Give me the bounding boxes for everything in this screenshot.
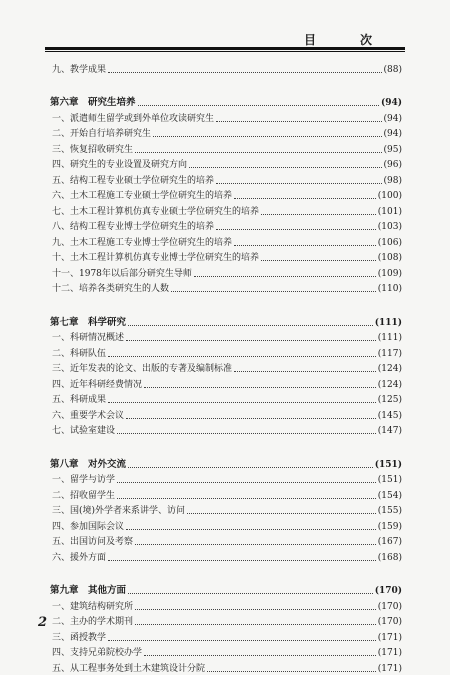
toc-entry-label: 二、主办的学术期刊	[52, 617, 134, 627]
toc-entry	[50, 344, 402, 360]
toc-entry-label: 二、开始自行培养研究生	[52, 129, 152, 139]
toc-entry-label: 五、出国访问及考察	[52, 537, 134, 547]
dot-leader	[207, 671, 376, 672]
toc-entry-page: (171)	[377, 632, 402, 643]
toc-entry-page: (111)	[377, 333, 402, 343]
table-of-contents	[50, 60, 402, 675]
dot-leader	[194, 276, 376, 277]
toc-entry-label: 一、科研情况概述	[52, 333, 125, 343]
toc-entry	[50, 109, 402, 125]
dot-leader	[126, 529, 376, 530]
toc-entry-label: 十二、培养各类研究生的人数	[52, 284, 170, 294]
toc-entry-label: 三、近年发表的论文、出版的专著及编制标准	[52, 364, 233, 374]
dot-leader	[144, 387, 376, 388]
toc-entry	[50, 187, 402, 203]
dot-leader	[261, 214, 376, 215]
toc-entry-label: 五、科研成果	[52, 395, 107, 405]
toc-entry-page: (171)	[377, 663, 402, 674]
toc-entry-page: (170)	[377, 617, 402, 627]
dot-leader	[216, 229, 376, 230]
toc-entry	[50, 249, 402, 265]
section-gap	[50, 564, 402, 582]
toc-entry	[50, 360, 402, 376]
toc-entry-label: 九、土木工程施工专业博士学位研究生的培养	[52, 237, 233, 248]
dot-leader	[135, 609, 376, 610]
toc-entry-label: 二、科研队伍	[52, 348, 107, 359]
toc-entry-page: (94)	[383, 129, 402, 139]
dot-leader	[261, 260, 376, 261]
toc-entry	[50, 548, 402, 564]
toc-entry	[50, 280, 402, 296]
dot-leader	[128, 467, 373, 468]
toc-entry	[50, 659, 402, 675]
toc-entry-label: 六、援外方面	[52, 552, 107, 563]
toc-entry-page: (109)	[377, 268, 402, 279]
dot-leader	[108, 356, 376, 357]
page-number: 2	[38, 615, 48, 630]
dot-leader	[138, 105, 379, 106]
chapter-heading	[50, 455, 402, 471]
toc-entry	[50, 486, 402, 502]
toc-entry-label: 一、留学与访学	[52, 475, 116, 485]
toc-entry-page: (110)	[377, 284, 402, 294]
chapter-heading	[50, 313, 402, 329]
toc-entry	[50, 597, 402, 613]
toc-entry-label: 四、支持兄弟院校办学	[52, 648, 143, 658]
dot-leader	[108, 560, 376, 561]
toc-entry-label: 三、恢复招收研究生	[52, 144, 134, 155]
toc-entry-label: 七、试验室建设	[52, 426, 116, 436]
chapter-heading-page: (151)	[374, 459, 402, 470]
dot-leader	[135, 624, 376, 625]
dot-leader	[234, 371, 376, 372]
toc-entry-page: (168)	[377, 552, 402, 563]
dot-leader	[117, 482, 376, 483]
toc-entry-page: (147)	[377, 426, 402, 436]
toc-entry-page: (124)	[377, 379, 402, 390]
toc-entry-page: (145)	[377, 410, 402, 421]
section-gap	[50, 76, 402, 94]
toc-entry-label: 三、国(境)外学者来系讲学、访问	[52, 506, 186, 516]
toc-entry	[50, 628, 402, 644]
toc-entry-page: (103)	[377, 222, 402, 232]
toc-entry-label: 二、招收留学生	[52, 490, 116, 501]
toc-entry	[50, 140, 402, 156]
dot-leader	[189, 167, 382, 168]
dot-leader	[128, 325, 373, 326]
toc-entry-label: 一、派遣师生留学或到外单位攻读研究生	[52, 113, 215, 124]
toc-entry-label: 九、教学成果	[52, 64, 107, 75]
dot-leader	[216, 183, 382, 184]
toc-entry	[50, 406, 402, 422]
toc-entry-page: (159)	[377, 521, 402, 532]
toc-entry	[50, 422, 402, 438]
toc-entry	[50, 533, 402, 549]
toc-entry	[50, 60, 402, 76]
toc-entry-page: (154)	[377, 490, 402, 501]
dot-leader	[216, 121, 382, 122]
toc-entry-label: 六、土木工程施工专业硕士学位研究生的培养	[52, 191, 233, 201]
toc-entry-label: 七、土木工程计算机仿真专业硕士学位研究生的培养	[52, 206, 260, 217]
toc-entry-page: (124)	[377, 364, 402, 374]
toc-entry	[50, 264, 402, 280]
toc-entry	[50, 233, 402, 249]
toc-entry-page: (106)	[377, 237, 402, 248]
toc-entry-page: (167)	[377, 537, 402, 547]
dot-leader	[128, 593, 373, 594]
section-gap	[50, 437, 402, 455]
chapter-heading-page: (170)	[374, 586, 402, 596]
dot-leader	[135, 152, 382, 153]
dot-leader	[187, 513, 376, 514]
toc-entry	[50, 125, 402, 141]
toc-entry-label: 八、结构工程专业博士学位研究生的培养	[52, 222, 215, 232]
toc-entry-page: (100)	[377, 191, 402, 201]
dot-leader	[108, 72, 382, 73]
dot-leader	[234, 245, 376, 246]
dot-leader	[117, 498, 376, 499]
toc-entry	[50, 391, 402, 407]
chapter-heading-page: (111)	[374, 317, 402, 328]
chapter-heading	[50, 94, 402, 110]
chapter-heading-label: 第六章 研究生培养	[50, 97, 136, 108]
toc-entry-label: 四、研究生的专业设置及研究方向	[52, 160, 188, 170]
chapter-heading	[50, 582, 402, 598]
dot-leader	[126, 340, 376, 341]
dot-leader	[117, 433, 376, 434]
toc-entry	[50, 502, 402, 518]
header-rule-thin	[45, 51, 405, 52]
toc-entry-label: 五、从工程事务处到土木建筑设计分院	[52, 663, 206, 674]
toc-entry-page: (101)	[377, 206, 402, 217]
toc-entry-page: (155)	[377, 506, 402, 516]
toc-entry-page: (170)	[377, 601, 402, 612]
dot-leader	[171, 291, 376, 292]
toc-entry	[50, 202, 402, 218]
chapter-heading-label: 第八章 对外交流	[50, 458, 127, 470]
toc-entry	[50, 218, 402, 234]
dot-leader	[153, 136, 382, 137]
chapter-heading-label: 第七章 科学研究	[50, 316, 127, 328]
toc-entry-page: (88)	[383, 64, 402, 75]
toc-entry	[50, 517, 402, 533]
toc-entry-label: 四、近年科研经费情况	[52, 379, 143, 390]
toc-entry	[50, 329, 402, 345]
dot-leader	[108, 640, 376, 641]
toc-entry-page: (98)	[383, 175, 402, 186]
toc-entry	[50, 171, 402, 187]
dot-leader	[135, 544, 376, 545]
dot-leader	[234, 198, 376, 199]
toc-entry-page: (117)	[377, 348, 402, 359]
toc-entry-label: 三、函授教学	[52, 632, 107, 643]
page-header-title: 目 次	[303, 33, 388, 47]
toc-entry	[50, 613, 402, 629]
section-gap	[50, 295, 402, 313]
toc-entry-page: (108)	[377, 253, 402, 263]
toc-entry-page: (151)	[377, 475, 402, 485]
toc-entry	[50, 375, 402, 391]
toc-entry-label: 一、建筑结构研究所	[52, 601, 134, 612]
toc-entry-page: (171)	[377, 648, 402, 658]
chapter-heading-label: 第九章 其他方面	[50, 585, 127, 596]
toc-entry-page: (95)	[383, 144, 402, 155]
dot-leader	[108, 402, 376, 403]
toc-entry-label: 五、结构工程专业硕士学位研究生的培养	[52, 175, 215, 186]
toc-entry-label: 六、重要学术会议	[52, 410, 125, 421]
dot-leader	[126, 418, 376, 419]
chapter-heading-page: (94)	[380, 98, 402, 108]
toc-entry-label: 四、参加国际会议	[52, 521, 125, 532]
toc-entry-page: (96)	[383, 160, 402, 170]
toc-entry-page: (94)	[383, 113, 402, 124]
toc-entry	[50, 471, 402, 487]
toc-entry	[50, 156, 402, 172]
toc-entry-page: (125)	[377, 395, 402, 405]
toc-entry-label: 十一、1978年以后部分研究生导师	[52, 268, 192, 279]
header-rule	[45, 47, 405, 50]
toc-entry-label: 十、土木工程计算机仿真专业博士学位研究生的培养	[52, 253, 260, 263]
dot-leader	[144, 655, 376, 656]
